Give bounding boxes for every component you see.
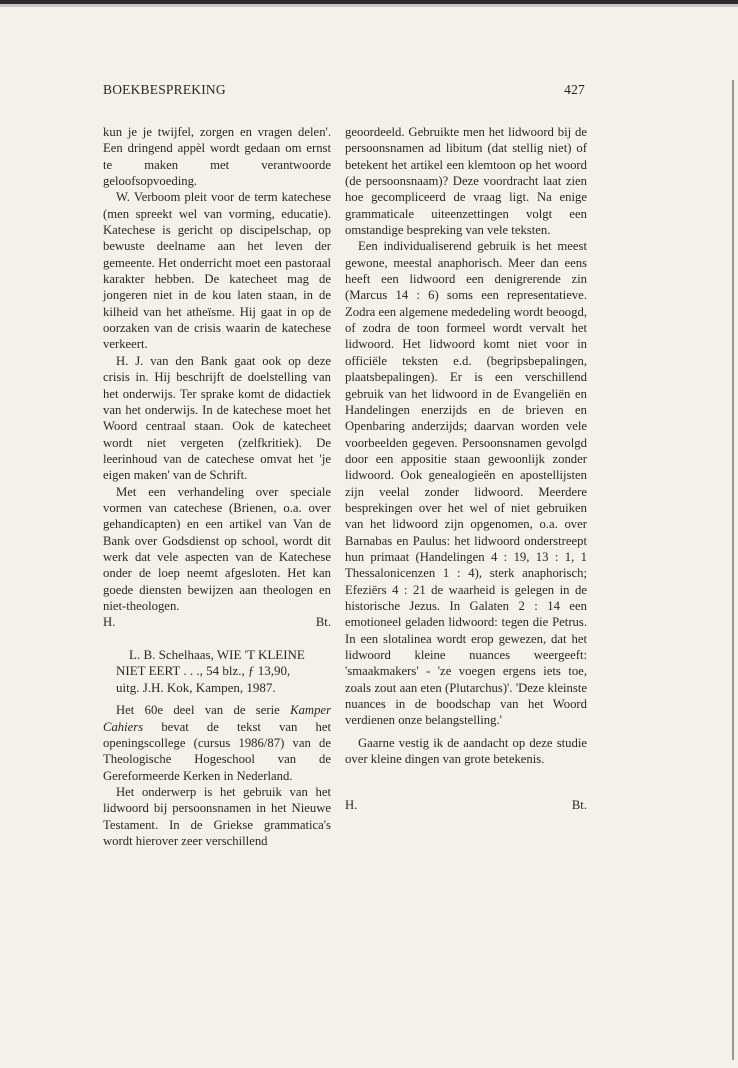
paragraph: Met een verhandeling over speciale vormen van catechese (Brienen, o.a. over gehandicapten) en een artikel van Van de Bank over Godsdienst op school, wordt dit werk dat vele aspecten van de Katechese onder de loep neemt afgesloten. Het kan goede diensten bewijzen aan theologen en niet-theologen. (103, 484, 331, 613)
left-column (103, 124, 331, 849)
signature-initials: Bt. (571, 798, 587, 813)
signature-initials: Bt. (315, 615, 331, 630)
review-signature (345, 797, 587, 813)
running-header (103, 82, 585, 100)
scan-top-margin (0, 4, 738, 7)
review-signature (103, 614, 331, 630)
paragraph: kun je je twijfel, zorgen en vragen delen'. Een dringend appèl wordt gedaan om ernst te maken met verantwoorde geloofsopvoeding. (103, 125, 331, 189)
book-reference (103, 647, 331, 697)
book-reference-line: NIET EERT . . ., 54 blz., ƒ 13,90, (116, 663, 291, 679)
scan-right-edge (732, 80, 734, 1060)
paragraph (103, 702, 331, 784)
paragraph: H. J. van den Bank gaat ook op deze crisis in. Hij beschrijft de doelstelling van het onderwijs. Ter sprake komt de didactiek van het onderwijs. In de katechese moet het Woord centraal staan. Ook de katecheet wordt niet vergeten (zelfkritiek). De leerinhoud van de catechese omvat het 'je eigen maken' van de Schrift. (103, 353, 331, 483)
paragraph-text: Het 60e deel van de serie (116, 703, 280, 718)
series-title: Kamper Cahiers (103, 703, 332, 734)
paragraph: Gaarne vestig ik de aandacht op deze studie over kleine dingen van grote betekenis. (345, 735, 587, 767)
book-reference-line: L. B. Schelhaas, WIE 'T KLEINE (129, 646, 305, 662)
signature-initial: H. (103, 615, 116, 630)
paragraph: Een individualiserend gebruik is het meest gewone, meestal anaphorisch. Meer dan eens heeft een lidwoord een denigrerende zin (Marcus 14 : 6) soms een representatieve. Zodra een algemene mededeling wordt beoogd, of zodra de toon formeel wordt vervalt het lidwoord. Het lidwoord komt niet voor in officiële teksten e.d. (begripsbepalingen, plaatsbepalingen). Er is een verschillend gebruik van het lidwoord in de Evangeliën en Handelingen enerzijds en de brieven en Openbaring anderzijds; daarvan worden vele voorbeelden gegeven. Persoonsnamen gevolgd door een appositie staan gewoonlijk zonder lidwoord. Ook genealogieën en apostellijsten zijn veelal zonder lidwoord. Meerdere besprekingen over het wel of niet gebruiken van het lidwoord zijn opgenomen, o.a. over Barnabas en Paulus: het lidwoord onderstreept hun primaat (Handelingen 4 : 19, 13 : 1, 1 Thessalonicenzen 1 : 4), sterk anaphorisch; Efeziërs 4 : 21 de waarheid is gelegen in de historische Jezus. In Galaten 2 : 14 een emotioneel geladen lidwoord: tegen die Petrus. In een slotalinea wordt erop gewezen, dat het lidwoord kleine nuances weergeeft: 'smaakmakers' - 'ze voegen ergens iets toe, zoals zout aan eten (Plutarchus)'. 'Deze kleinste nuances in de boodschap van het Woord verdienen onze belangstelling.' (345, 239, 587, 728)
book-reference-line: uitg. J.H. Kok, Kampen, 1987. (116, 679, 276, 695)
signature-initial: H. (345, 798, 358, 813)
page-number: 427 (564, 82, 585, 97)
paragraph: W. Verboom pleit voor de term katechese (men spreekt wel van vorming, educatie). Katechese is gericht op discipelschap, op bewuste deelname aan het leven der gemeente. Het onderricht moet een pastoraal karakter hebben. De katecheet mag de jongeren niet in de kou laten staan, in de kilheid van het atheïsme. Hij gaat in op de oorzaken van de crisis waarin de katechese verkeert. (103, 190, 331, 352)
right-column (345, 124, 587, 814)
paragraph-text: bevat de tekst van het openingscollege (cursus 1986/87) van de Theologische Hogeschool van de Gereformeerde Kerken in Nederland. (103, 719, 332, 783)
paragraph: Het onderwerp is het gebruik van het lidwoord bij persoonsnamen in het Nieuwe Testament. In de Griekse grammatica's wordt hierover zeer verschillend (103, 784, 331, 848)
running-title: BOEKBESPREKING (103, 82, 226, 97)
paragraph: geoordeeld. Gebruikte men het lidwoord bij de persoonsnamen ad libitum (dat stellig niet) of betekent het artikel een klemtoon op het woord (de persoonsnaam)? Deze voordracht laat zien hoe gecompliceerd de vraag ligt. Na enige grammaticale uiteenzettingen volgt een omstandige bespreking van vele teksten. (345, 125, 587, 238)
